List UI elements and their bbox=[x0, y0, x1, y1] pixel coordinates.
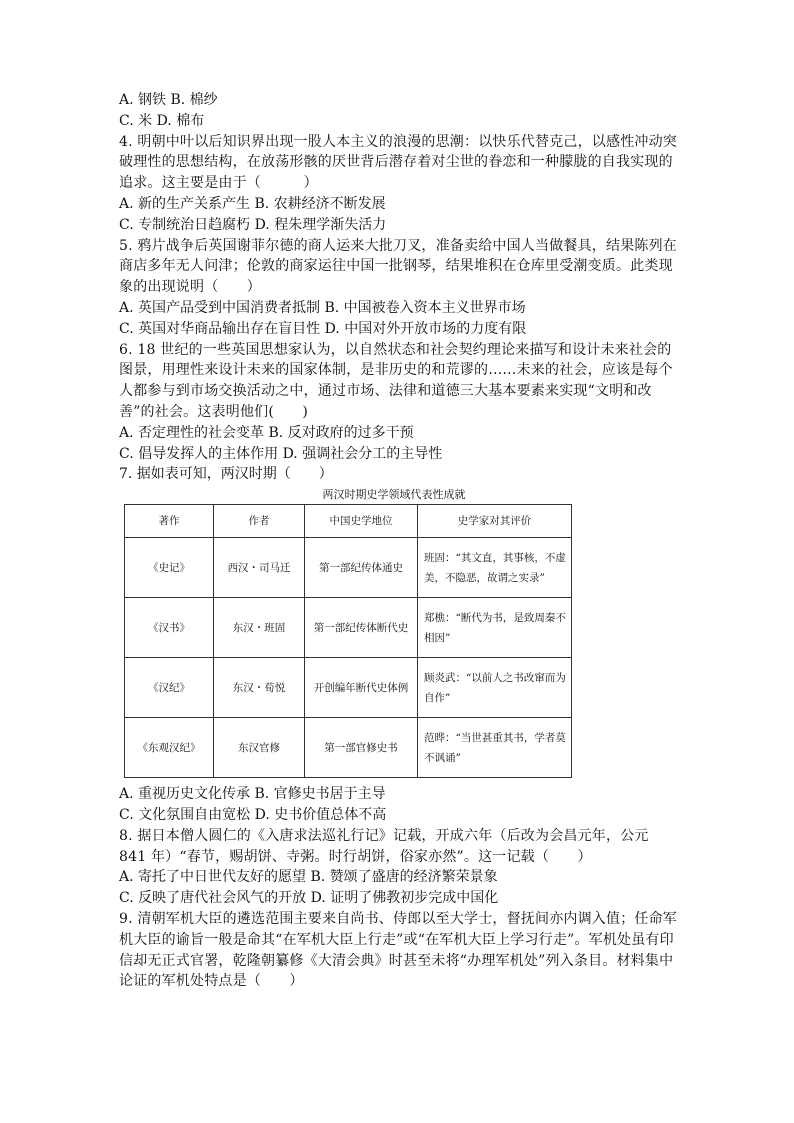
table-cell: 第一部纪传体通史 bbox=[305, 538, 418, 598]
table-header-cell: 中国史学地位 bbox=[305, 505, 418, 538]
history-table bbox=[124, 504, 572, 778]
table-cell: 《史记》 bbox=[125, 538, 214, 598]
table-row bbox=[125, 658, 572, 718]
question-5-options-cd: C. 英国对华商品输出存在盲目性 D. 中国对外开放市场的力度有限 bbox=[119, 320, 527, 337]
table-cell: 《汉纪》 bbox=[125, 658, 214, 718]
question-4-options-ab: A. 新的生产关系产生 B. 农耕经济不断发展 bbox=[119, 195, 386, 212]
question-6-options-ab: A. 否定理性的社会变革 B. 反对政府的过多干预 bbox=[119, 424, 414, 441]
table-cell: 第一部纪传体断代史 bbox=[305, 598, 418, 658]
question-4-stem: 4. 明朝中叶以后知识界出现一股人本主义的浪漫的思潮：以快乐代替克己，以感性冲动突破理性的思想结构，在放荡形骸的厌世背后潜存着对尘世的眷恋和一种朦胧的自我实现的追求。这主要是由于（ ） bbox=[119, 133, 678, 192]
table-cell: 范晔：“当世甚重其书，学者莫不讽诵” bbox=[418, 718, 572, 778]
table-row bbox=[125, 538, 572, 598]
table-row bbox=[125, 718, 572, 778]
table-header-cell: 作者 bbox=[214, 505, 305, 538]
question-7-options-ab: A. 重视历史文化传承 B. 官修史书居于主导 bbox=[119, 786, 386, 803]
table-cell: 班固：“其文直，其事核，不虚美，不隐恶，故谓之实录” bbox=[418, 538, 572, 598]
option-line: A. 钢铁 B. 棉纱 bbox=[119, 92, 218, 108]
table-cell: 第一部官修史书 bbox=[305, 718, 418, 778]
option-line: C. 米 D. 棉布 bbox=[119, 112, 205, 129]
table-row bbox=[125, 598, 572, 658]
question-7-stem: 7. 据如表可知，两汉时期（ ） bbox=[119, 466, 333, 483]
table-header-row bbox=[125, 505, 572, 538]
question-4-options-cd: C. 专制统治日趋腐朽 D. 程朱理学渐失活力 bbox=[119, 216, 387, 233]
table-cell: 《东观汉纪》 bbox=[125, 718, 214, 778]
table-caption: 两汉时期史学领域代表性成就 bbox=[322, 488, 466, 502]
table-cell: 东汉・荀悦 bbox=[214, 658, 305, 718]
question-6-options-cd: C. 倡导发挥人的主体作用 D. 强调社会分工的主导性 bbox=[119, 445, 443, 462]
document-page bbox=[119, 90, 679, 992]
question-8-options-cd: C. 反映了唐代社会风气的开放 D. 证明了佛教初步完成中国化 bbox=[119, 890, 499, 907]
question-8-options-ab: A. 寄托了中日世代友好的愿望 B. 赞颂了盛唐的经济繁荣景象 bbox=[119, 869, 498, 886]
table-cell: 东汉・班固 bbox=[214, 598, 305, 658]
question-8-stem: 8. 据日本僧人圆仁的《入唐求法巡礼行记》记载，开成六年（后改为会昌元年，公元 841 年）“春节，赐胡饼、寺粥。时行胡饼，俗家亦然”。这一记载（ ） bbox=[119, 827, 649, 865]
question-5-options-ab: A. 英国产品受到中国消费者抵制 B. 中国被卷入资本主义世界市场 bbox=[119, 299, 526, 316]
table-cell: 东汉官修 bbox=[214, 718, 305, 778]
table-cell: 顾炎武：“以前人之书改窜而为自作” bbox=[418, 658, 572, 718]
table-cell: 《汉书》 bbox=[125, 598, 214, 658]
question-7-options-cd: C. 文化氛围自由宽松 D. 史书价值总体不高 bbox=[119, 806, 387, 823]
table-header-cell: 史学家对其评价 bbox=[418, 505, 572, 538]
table-cell: 郑樵：“断代为书，是致周秦不相因” bbox=[418, 598, 572, 658]
question-9-stem: 9. 清朝军机大臣的遴选范围主要来自尚书、侍郎以至大学士，督抚间亦内调入值；任命军机大臣的谕旨一般是命其“在军机大臣上行走”或“在军机大臣上学习行走”。军机处虽有印信却无正式官署，乾隆朝纂修《大清会典》时甚至未将“办理军机处”列入条目。材料集中论证的军机处特点是（ ） bbox=[119, 910, 678, 990]
table-header-cell: 著作 bbox=[125, 505, 214, 538]
table-cell: 开创编年断代史体例 bbox=[305, 658, 418, 718]
table-cell: 西汉・司马迁 bbox=[214, 538, 305, 598]
question-5-stem: 5. 鸦片战争后英国谢菲尔德的商人运来大批刀叉，准备卖给中国人当做餐具，结果陈列在商店多年无人问津；伦敦的商家运往中国一批钢琴，结果堆积在仓库里受潮变质。此类现象的出现说明（ ） bbox=[119, 237, 678, 296]
question-6-stem: 6. 18 世纪的一些英国思想家认为，以自然状态和社会契约理论来描写和设计未来社会的图景，用理性来设计未来的国家体制，是非历史的和荒谬的……未来的社会，应该是每个人都参与到市场交换活动之中，通过市场、法律和道德三大基本要素来实现“文明和改善”的社会。这表明他们( ) bbox=[119, 341, 673, 420]
